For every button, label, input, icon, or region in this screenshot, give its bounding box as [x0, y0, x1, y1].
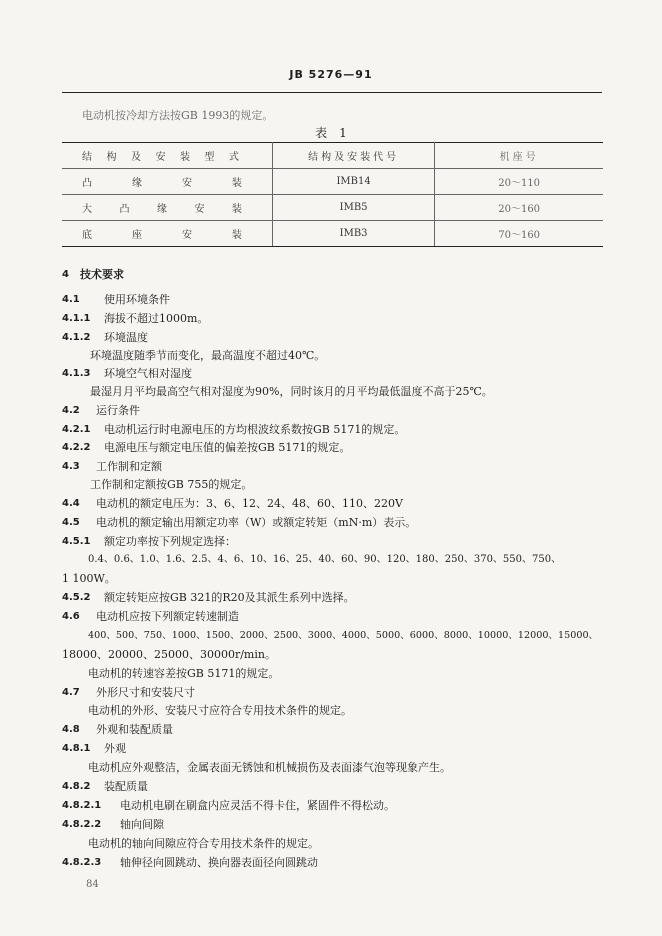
column-header-code: 结构及安装代号	[272, 143, 434, 169]
clause-body: 电动机的转速容差按GB 5171的规定。	[88, 667, 280, 680]
clause-text: 运行条件	[96, 404, 140, 417]
clause-number: 4.4	[62, 498, 80, 509]
cell-frame: 20～110	[435, 169, 603, 195]
clause-number: 4.5.1	[62, 536, 91, 547]
clause-text: 使用环境条件	[104, 293, 170, 306]
clause-text: 外观和装配质量	[96, 723, 173, 736]
clause-number: 4.2.1	[62, 424, 91, 435]
table-caption: 表 1	[315, 126, 347, 140]
clause-text: 装配质量	[104, 780, 148, 793]
cell-code: IMB3	[272, 221, 434, 247]
clause-number: 4.1.1	[62, 313, 91, 324]
clause-body: 工作制和定额按GB 755的规定。	[90, 478, 253, 491]
cell-code: IMB14	[272, 169, 434, 195]
clause-number: 4.1	[62, 294, 80, 305]
clause-number: 4.8.2.3	[62, 857, 102, 868]
clause-body: 电动机应外观整洁，金属表面无锈蚀和机械损伤及表面漆气泡等现象产生。	[88, 761, 451, 774]
column-header-frame: 机座号	[435, 143, 603, 169]
clause-number: 4.1.3	[62, 368, 91, 379]
clause-number: 4.1.2	[62, 332, 91, 343]
clause-number: 4	[62, 269, 69, 280]
clause-body: 电动机的轴向间隙应符合专用技术条件的规定。	[88, 837, 319, 850]
clause-number: 4.8	[62, 724, 80, 735]
clause-body: 电动机的外形、安装尺寸应符合专用技术条件的规定。	[88, 704, 352, 717]
clause-text: 电动机运行时电源电压的方均根波纹系数按GB 5171的规定。	[104, 423, 406, 436]
clause-number: 4.8.2.2	[62, 819, 102, 830]
clause-body: 1 100W。	[62, 572, 116, 585]
clause-text: 工作制和定额	[96, 460, 162, 473]
header-rule	[62, 92, 602, 93]
cell-type: 底座安装	[62, 221, 272, 247]
table-row	[62, 221, 603, 247]
clause-text: 电源电压与额定电压值的偏差按GB 5171的规定。	[104, 441, 351, 454]
table-header-row	[62, 143, 603, 169]
cell-type: 凸缘安装	[62, 169, 272, 195]
clause-body: 0.4、0.6、1.0、1.6、2.5、4、6、10、16、25、40、60、90、120、180、250、370、550、750、	[88, 554, 562, 565]
clause-number: 4.6	[62, 611, 80, 622]
clause-body: 最湿月月平均最高空气相对湿度为90%，同时该月的月平均最低温度不高于25℃。	[90, 385, 493, 398]
clause-heading: 技术要求	[80, 268, 124, 281]
clause-text: 额定功率按下列规定选择：	[104, 535, 236, 548]
clause-text: 海拔不超过1000m。	[104, 312, 209, 325]
clause-text: 环境空气相对湿度	[104, 367, 192, 380]
cell-frame: 70～160	[435, 221, 603, 247]
clause-number: 4.2.2	[62, 442, 91, 453]
clause-text: 电动机电刷在刷盒内应灵活不得卡住，紧固件不得松动。	[120, 799, 395, 812]
cell-code: IMB5	[272, 195, 434, 221]
clause-number: 4.7	[62, 687, 80, 698]
clause-body: 环境温度随季节而变化，最高温度不超过40℃。	[90, 349, 326, 362]
clause-number: 4.8.2.1	[62, 800, 102, 811]
clause-number: 4.3	[62, 461, 80, 472]
clause-body: 400、500、750、1000、1500、2000、2500、3000、4000、5000、6000、8000、10000、12000、15000、	[88, 630, 599, 641]
clause-text: 电动机应按下列额定转速制造	[96, 610, 239, 623]
clause-text: 轴伸径向圆跳动、换向器表面径向圆跳动	[120, 856, 318, 869]
clause-number: 4.8.2	[62, 781, 91, 792]
page-number: 84	[86, 879, 99, 890]
mounting-type-table	[62, 142, 603, 247]
standard-code-header: JB 5276—91	[289, 68, 373, 81]
clause-text: 轴向间隙	[120, 818, 164, 831]
clause-text: 电动机的额定电压为：3、6、12、24、48、60、110、220V	[96, 497, 403, 510]
column-header-type: 结构及安装型式	[62, 143, 272, 169]
clause-number: 4.8.1	[62, 743, 91, 754]
clause-text: 额定转矩应按GB 321的R20及其派生系列中选择。	[104, 591, 355, 604]
table-row	[62, 195, 603, 221]
intro-paragraph: 电动机按冷却方法按GB 1993的规定。	[82, 109, 274, 122]
cell-frame: 20～160	[435, 195, 603, 221]
clause-text: 外形尺寸和安装尺寸	[96, 686, 195, 699]
clause-number: 4.5	[62, 517, 80, 528]
cell-type: 大凸缘安装	[62, 195, 272, 221]
clause-text: 外观	[104, 742, 126, 755]
clause-text: 环境温度	[104, 331, 148, 344]
clause-number: 4.2	[62, 405, 80, 416]
table-row	[62, 169, 603, 195]
clause-number: 4.5.2	[62, 592, 91, 603]
clause-body: 18000、20000、25000、30000r/min。	[62, 648, 276, 661]
clause-text: 电动机的额定输出用额定功率（W）或额定转矩（mN·m）表示。	[96, 516, 417, 529]
